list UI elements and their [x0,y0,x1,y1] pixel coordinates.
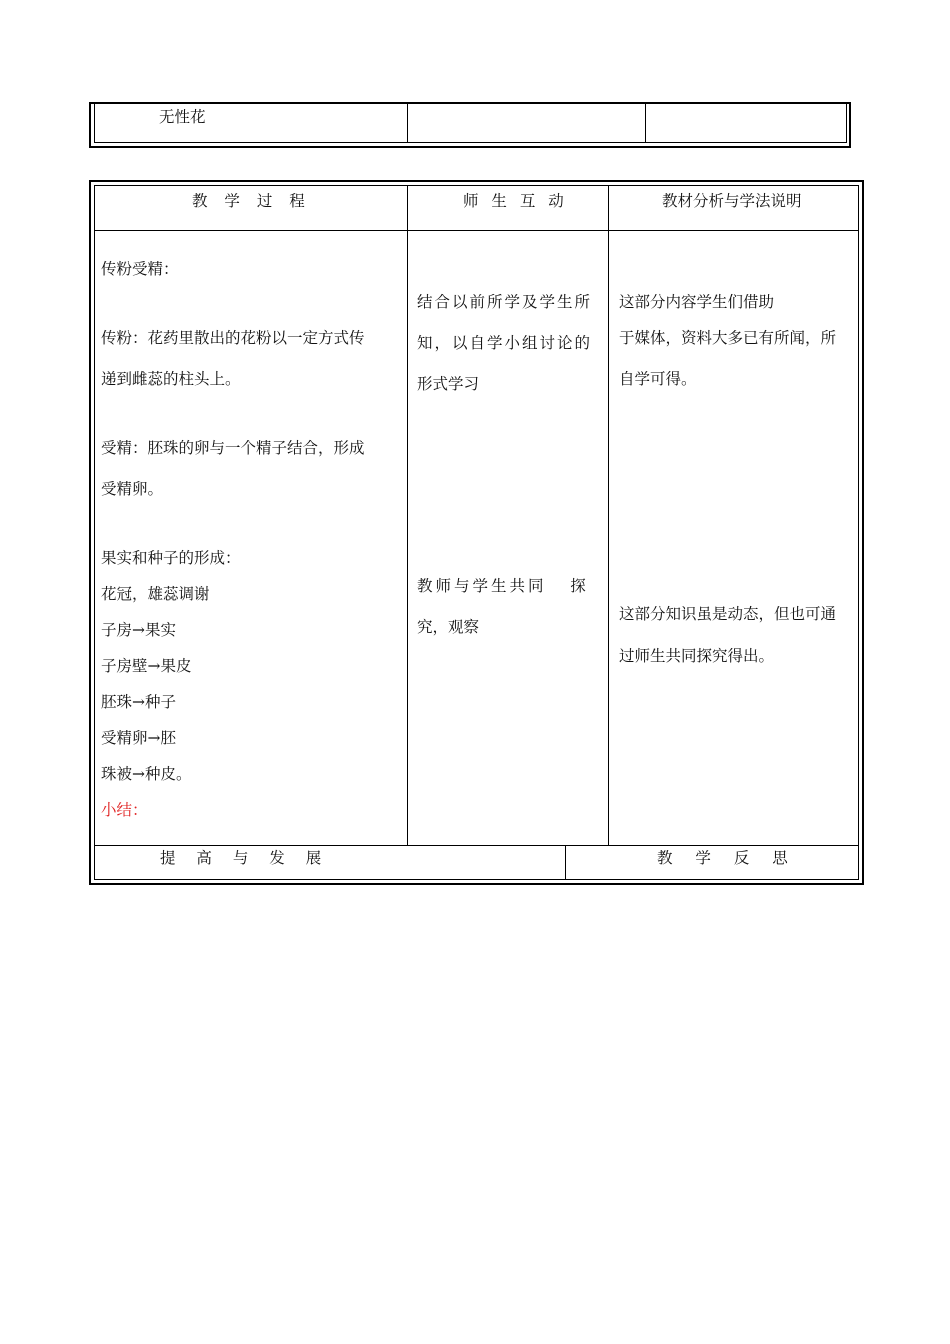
header-interaction: 师 生 互 动 [463,192,568,210]
process-line: 受精卵。 [101,480,164,498]
analysis-line: 过师生共同探究得出。 [619,647,775,665]
process-line: 珠被→种皮。 [101,765,192,783]
process-line: 传粉受精： [101,260,179,278]
process-line: 子房→果实 [101,621,176,639]
top-cell-wuxinghua: 无性花 [159,108,206,126]
process-line: 传粉：花药里散出的花粉以一定方式传 [101,329,365,347]
process-line: 受精卵→胚 [101,729,176,747]
analysis-line: 这部分知识虽是动态，但也可通 [619,605,837,623]
process-line: 递到雌蕊的柱头上。 [101,370,241,388]
interaction-line: 结合以前所学及学生所 [417,293,593,311]
process-line: 花冠，雄蕊调谢 [101,585,210,603]
footer-reflection: 教 学 反 思 [657,849,797,867]
footer-development: 提 高 与 发 展 [160,849,330,867]
interaction-line: 教师与学生共同 探 [417,577,589,595]
summary-label: 小结： [101,801,148,819]
analysis-line: 于媒体，资料大多已有所闻，所 [619,329,837,347]
analysis-line: 自学可得。 [619,370,697,388]
process-line: 胚珠→种子 [101,693,176,711]
interaction-line: 究，观察 [417,618,480,636]
process-line: 果实和种子的形成： [101,549,241,567]
header-process: 教 学 过 程 [192,192,311,210]
process-line: 受精：胚珠的卵与一个精子结合，形成 [101,439,365,457]
analysis-line: 这部分内容学生们借助 [619,293,775,311]
header-analysis: 教材分析与学法说明 [662,192,802,210]
process-line: 子房壁→果皮 [101,657,192,675]
interaction-line: 形式学习 [417,375,480,393]
interaction-line: 知，以自学小组讨论的 [417,334,593,352]
